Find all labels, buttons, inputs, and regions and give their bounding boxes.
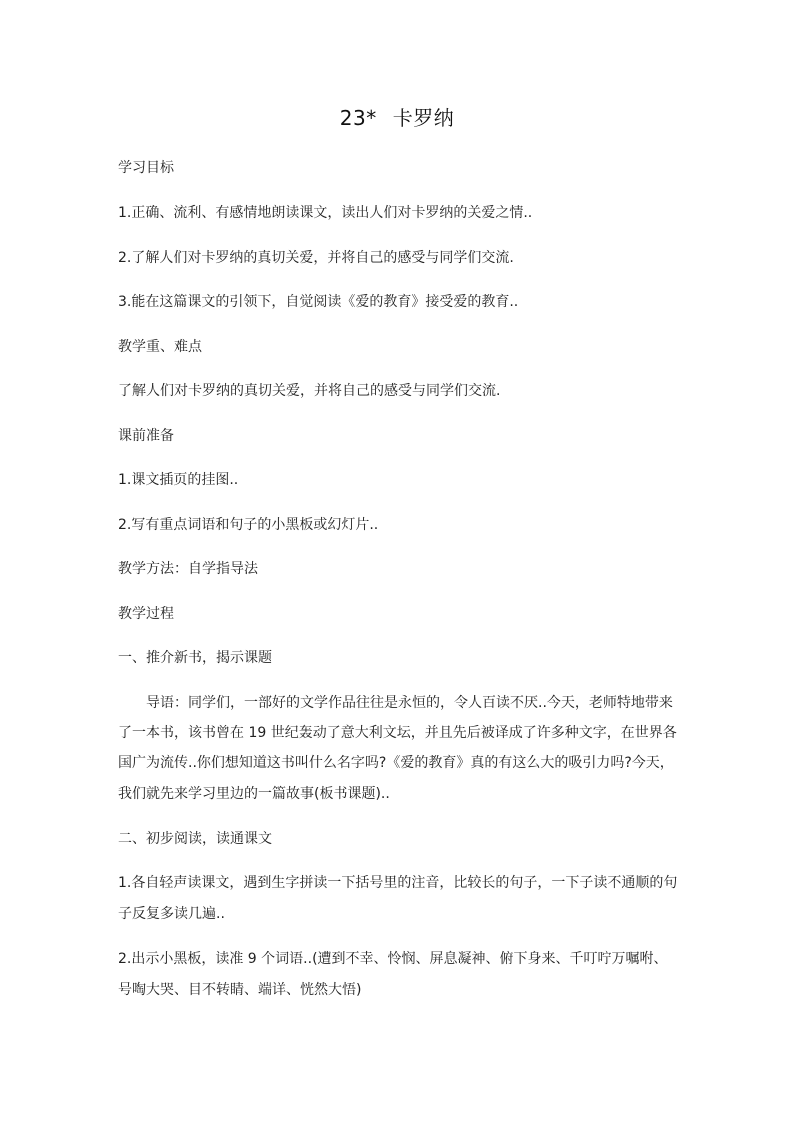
prep-item: 1.课文插页的挂图.. bbox=[118, 472, 239, 488]
teaching-method: 教学方法：自学指导法 bbox=[118, 561, 258, 577]
process-heading: 教学过程 bbox=[118, 606, 174, 622]
lesson-number: 23* bbox=[339, 106, 377, 130]
key-points-heading: 教学重、难点 bbox=[118, 339, 202, 355]
step2-item-line: 子反复多读几遍.. bbox=[118, 906, 225, 922]
step1-paragraph-line: 导语：同学们，一部好的文学作品往往是永恒的，令人百读不厌..今天，老师特地带来 bbox=[146, 695, 673, 711]
prep-item: 2.写有重点词语和句子的小黑板或幻灯片.. bbox=[118, 517, 379, 533]
step1-heading: 一、推介新书，揭示课题 bbox=[118, 650, 272, 666]
step1-paragraph-line: 了一本书，该书曾在 19 世纪轰动了意大利文坛，并且先后被译成了许多种文字，在世界各 bbox=[118, 725, 677, 741]
step2-item-line: 2.出示小黑板，读准 9 个词语..(遭到不幸、怜悯、屏息凝神、俯下身来、千叮咛万嘱咐、 bbox=[118, 951, 668, 967]
step2-item-line: 1.各自轻声读课文，遇到生字拼读一下括号里的注音，比较长的句子，一下子读不通顺的句 bbox=[118, 875, 678, 891]
step2-item-line: 号啕大哭、目不转睛、端详、恍然大悟) bbox=[118, 982, 362, 998]
step2-heading: 二、初步阅读，读通课文 bbox=[118, 831, 272, 847]
objectives-heading: 学习目标 bbox=[118, 160, 174, 176]
objective-item: 3.能在这篇课文的引领下，自觉阅读《爱的教育》接受爱的教育.. bbox=[118, 294, 519, 310]
step1-paragraph-line: 国广为流传..你们想知道这书叫什么名字吗?《爱的教育》真的有这么大的吸引力吗?今天， bbox=[118, 755, 674, 771]
step1-paragraph-line: 我们就先来学习里边的一篇故事(板书课题).. bbox=[118, 786, 390, 802]
key-points-text: 了解人们对卡罗纳的真切关爱，并将自己的感受与同学们交流. bbox=[118, 383, 501, 399]
objective-item: 2.了解人们对卡罗纳的真切关爱，并将自己的感受与同学们交流. bbox=[118, 250, 514, 266]
lesson-title bbox=[0, 104, 794, 132]
objective-item: 1.正确、流利、有感情地朗读课文，读出人们对卡罗纳的关爱之情.. bbox=[118, 205, 533, 221]
lesson-name: 卡罗纳 bbox=[392, 106, 455, 130]
prep-heading: 课前准备 bbox=[118, 428, 174, 444]
